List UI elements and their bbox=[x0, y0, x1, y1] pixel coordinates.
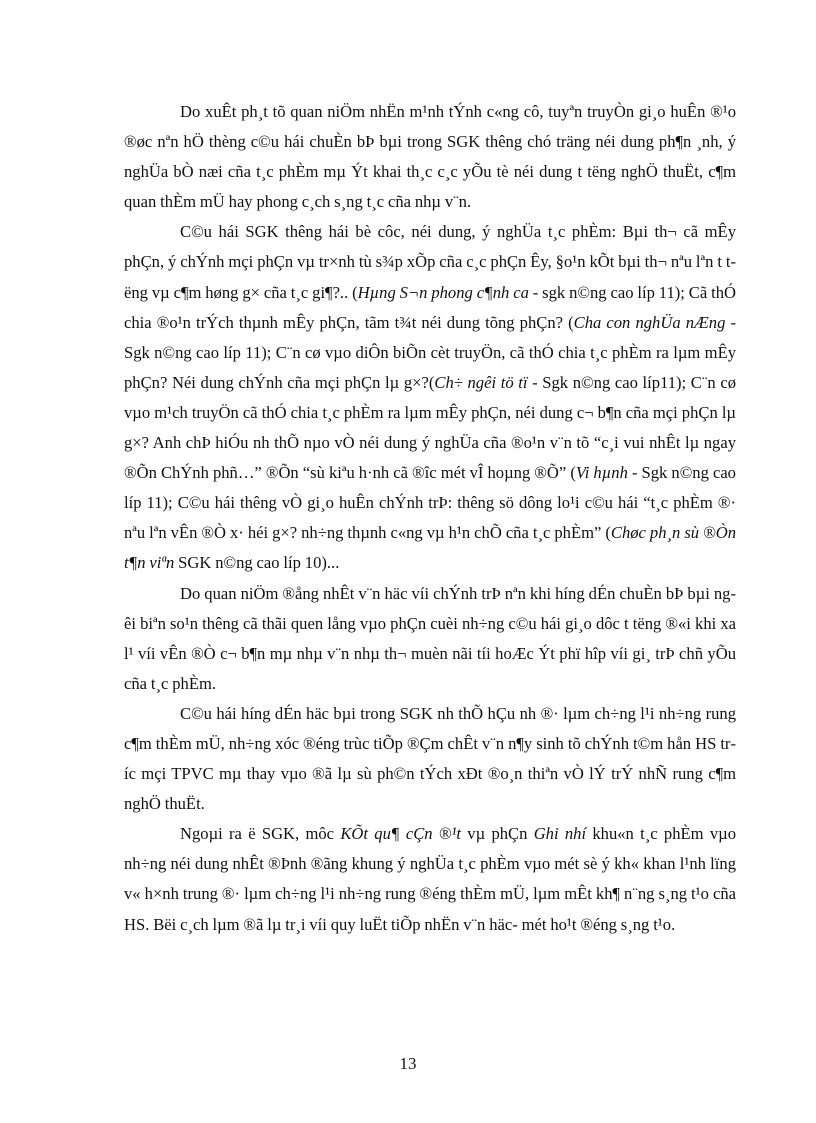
text-run: C©u hái híng dÉn häc bµi trong SGK nh thÕ hÇu nh ®· lµm ch÷ng l¹i nh÷ng rung c¶m thÈm mÜ, nh÷ng xóc ®éng trùc tiÕp ®Çm chÊt v¨n n¶y sinh tõ chÝnh t©m hån HS tríc mçi TPVC mµ thay vµo ®ã lµ sù ph©n tÝch xÐt ®o¸n thiªn vÒ lÝ trÝ nhÑ rung c¶m nghÖ thuËt. bbox=[124, 703, 736, 814]
text-run: Ngoµi ra ë SGK, môc bbox=[180, 824, 341, 844]
text-run: C©u hái SGK thêng hái bè côc, néi dung, ý nghÜa t¸c phÈm: Bµi th¬ cã mÊy phÇn, ý chÝnh mçi phÇn vµ tr×nh tù s¾p xÕp cña c¸c phÇn Êy, §o¹n kÕt bµi th¬ nªu lªn t tëng vµ c¶m høng g× cña t¸c gi¶?.. ( bbox=[124, 222, 736, 302]
italic-title: Cha con nghÜa nÆng bbox=[573, 312, 726, 332]
italic-title: KÕt qu¶ cÇn ®¹t bbox=[340, 824, 462, 844]
paragraph-2 bbox=[124, 217, 736, 578]
paragraph-4 bbox=[124, 699, 736, 819]
text-run: Do quan niÖm ®ång nhÊt v¨n häc víi chÝnh trÞ nªn khi híng dÉn chuÈn bÞ bµi ngêi biªn so¹n thêng cã thãi quen lång vµo phÇn cuèi nh÷ng c©u hái gi¸o dôc t tëng ®«i khi xa l¹ víi vÊn ®Ò c¬ b¶n mµ nhµ v¨n nhµ th¬ muèn nãi tíi hoÆc Ýt phï hîp víi gi¸ trÞ chñ yÕu cña t¸c phÈm. bbox=[124, 583, 736, 693]
paragraph-3 bbox=[124, 579, 736, 699]
paragraph-5 bbox=[124, 819, 736, 939]
italic-title: Vi hµnh bbox=[575, 463, 628, 483]
text-run: SGK n©ng cao líp 10)... bbox=[174, 553, 340, 573]
text-run: khu«n t¸c phÈm vµo nh÷ng néi dung nhÊt ®Þnh ®ãng khung ý nghÜa t¸c phÈm vµo mét sè ý kh« khan l¹nh lïng v« h×nh trung ®· lµm ch÷ng l¹i nh÷ng rung ®éng thÈm mÜ, lµm mÊt kh¶ n¨ng s¸ng t¹o cña HS. Bëi c¸ch lµm ®ã lµ tr¸i víi quy luËt tiÕp nhËn v¨n häc- mét ho¹t ®éng s¸ng t¹o. bbox=[124, 824, 736, 934]
italic-title: Chøc ph¸n sù ®Òn t¶n viªn bbox=[124, 523, 736, 573]
body-text bbox=[124, 97, 736, 940]
paragraph-1 bbox=[124, 97, 736, 217]
text-run: Do xuÊt ph¸t tõ quan niÖm nhËn m¹nh tÝnh c«ng cô, tuyªn truyÒn gi¸o huÊn ®¹o ®øc nªn hÖ thèng c©u hái chuÈn bÞ bµi trong SGK thêng chó träng néi dung ph¶n ¸nh, ý nghÜa bÒ næi cña t¸c phÈm mµ Ýt khai th¸c c¸c yÕu tè néi dung t tëng nghÖ thuËt, c¶m quan thÈm mÜ hay phong c¸ch s¸ng t¸c cña nhµ v¨n. bbox=[124, 102, 736, 212]
text-run: - Sgk n©ng cao líp 11); C¨n cø vµo diÔn biÕn cèt truyÖn, cã thÓ chia t¸c phÈm ra lµm mÊy phÇn? Néi dung chÝnh cña mçi phÇn lµ g×?( bbox=[124, 312, 736, 392]
text-run: - Sgk n©ng cao líp 11); C©u hái thêng vÒ gi¸o huÊn chÝnh trÞ: thêng sö dông lo¹i c©u hái “t¸c phÈm ®· nªu lªn vÊn ®Ò x· héi g×? nh÷ng thµnh c«ng vµ h¹n chÕ cña t¸c phÈm” ( bbox=[124, 463, 736, 543]
page-number: 13 bbox=[399, 1054, 417, 1073]
italic-title: Ch÷ ngêi tö tï bbox=[434, 372, 528, 392]
text-run: vµ phÇn bbox=[461, 824, 534, 844]
italic-title: Hµng S¬n phong c¶nh ca bbox=[357, 282, 529, 302]
text-run: - sgk n©ng cao líp 11); Cã thÓ chia ®o¹n trÝch thµnh mÊy phÇn, tãm t¾t néi dung tõng phÇn? ( bbox=[124, 282, 736, 332]
italic-title: Ghi nhí bbox=[533, 824, 587, 844]
text-run: - Sgk n©ng cao líp11); C¨n cø vµo m¹ch truyÖn cã thÓ chia t¸c phÈm ra lµm mÊy phÇn, néi dung c¬ b¶n cña mçi phÇn lµ g×? Anh chÞ hiÓu nh thÕ nµo vÒ néi dung ý nghÜa cña ®o¹n v¨n tõ “c¸i vui nhÊt lµ ngay ®Õn ChÝnh phñ…” ®Õn “sù kiªu h·nh cã ®îc mét vÎ hoµng ®Õ” ( bbox=[124, 372, 736, 483]
